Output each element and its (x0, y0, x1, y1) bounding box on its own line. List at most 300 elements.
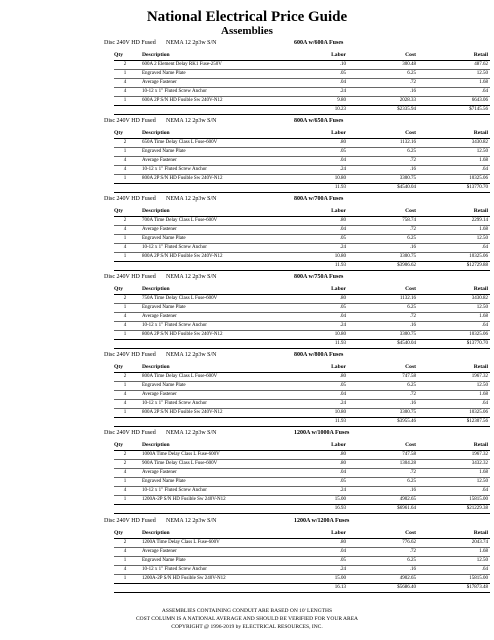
cell-description: 10-12 x 1" Fluted Screw Anchor (136, 400, 288, 409)
cell-cost: .72 (350, 157, 420, 166)
table-row (114, 148, 490, 157)
cell-labor: .05 (288, 304, 350, 313)
total-cost: $2335.94 (350, 106, 420, 115)
total-row (114, 184, 490, 193)
column-header-retail: Retail (473, 286, 488, 292)
table-row (114, 235, 490, 244)
total-retail: $21229.38 (420, 505, 490, 514)
cell-cost: .72 (350, 226, 420, 235)
total-retail: $13770.70 (420, 184, 490, 193)
assembly-sections (0, 38, 494, 594)
cell-description: Average Fastener (136, 157, 288, 166)
cell-labor: .80 (288, 539, 350, 548)
cell-cost: 1132.16 (350, 139, 420, 148)
cell-retail: .64 (420, 566, 490, 575)
cell-retail: 12.50 (420, 478, 490, 487)
section-heading: 600A w/600A Fuses (294, 40, 344, 46)
column-header-retail: Retail (473, 442, 488, 448)
total-cost: $6961.64 (350, 505, 420, 514)
cell-labor: .80 (288, 460, 350, 469)
total-spacer (114, 262, 136, 271)
total-cost: $3955.46 (350, 418, 420, 427)
cell-description: Average Fastener (136, 313, 288, 322)
total-labor: 16.13 (288, 584, 350, 593)
column-header-description: Description (142, 442, 170, 448)
cell-description: Engraved Name Plate (136, 70, 288, 79)
column-header-retail: Retail (473, 52, 488, 58)
column-header-retail: Retail (473, 364, 488, 370)
column-header-qty: Qty (114, 364, 124, 370)
column-header-qty: Qty (114, 52, 124, 58)
cell-description: 600A 2 Element Delay RK1 Fuse-250V (136, 61, 288, 70)
cell-qty: 4 (114, 566, 136, 575)
cell-cost: 6.25 (350, 382, 420, 391)
total-labor: 16.93 (288, 505, 350, 514)
cell-cost: 300.48 (350, 61, 420, 70)
cell-description: 900A Time Delay Class L Fuse-600V (136, 460, 288, 469)
footer-line: COST COLUMN IS A NATIONAL AVERAGE AND SHOULD BE VERIFIED FOR YOUR AREA (135, 616, 359, 622)
cell-retail: 12.50 (420, 148, 490, 157)
section-header (0, 350, 494, 361)
cell-description: 10-12 x 1" Fluted Screw Anchor (136, 487, 288, 496)
cell-description: Engraved Name Plate (136, 235, 288, 244)
section-label: Disc 240V HD Fused (104, 518, 156, 524)
cell-cost: 1304.28 (350, 460, 420, 469)
section-heading: 1200A w/1000A Fuses (294, 430, 350, 436)
column-header-retail: Retail (473, 530, 488, 536)
cell-description: 1200A Time Delay Class L Fuse-600V (136, 539, 288, 548)
table-row (114, 548, 490, 557)
cell-description: 700A Time Delay Class L Fuse-600V (136, 217, 288, 226)
cell-retail: 3430.82 (420, 139, 490, 148)
table-row (114, 331, 490, 340)
section-spec: NEMA 12 2p3w S/N (166, 274, 217, 280)
cell-labor: 10.80 (288, 175, 350, 184)
cell-qty: 1 (114, 70, 136, 79)
assembly-section (0, 194, 494, 272)
cell-retail: .64 (420, 487, 490, 496)
total-row (114, 106, 490, 115)
cell-cost: .16 (350, 166, 420, 175)
cell-labor: 10.80 (288, 253, 350, 262)
cell-description: 1200A-2P S/N HD Fusible Sw 240V-N12 (136, 575, 288, 584)
cell-labor: .80 (288, 139, 350, 148)
cell-cost: .16 (350, 487, 420, 496)
section-heading: 800A w/750A Fuses (294, 274, 344, 280)
cell-qty: 1 (114, 382, 136, 391)
cell-labor: .80 (288, 295, 350, 304)
column-header-cost: Cost (405, 208, 416, 214)
total-spacer (114, 184, 136, 193)
cell-qty: 1 (114, 409, 136, 418)
cell-qty: 4 (114, 313, 136, 322)
total-row (114, 584, 490, 593)
section-spec: NEMA 12 2p3w S/N (166, 518, 217, 524)
assembly-table (114, 207, 490, 271)
cell-cost: 776.62 (350, 539, 420, 548)
cell-qty: 4 (114, 391, 136, 400)
column-header-cost: Cost (405, 530, 416, 536)
cell-description: 800A 2P S/N HD Fusible Sw 240V-N12 (136, 331, 288, 340)
cell-description: 800A 2P S/N HD Fusible Sw 240V-N12 (136, 253, 288, 262)
cell-description: 10-12 x 1" Fluted Screw Anchor (136, 166, 288, 175)
column-header-description: Description (142, 286, 170, 292)
cell-retail: 3432.32 (420, 460, 490, 469)
total-row (114, 418, 490, 427)
column-header-qty: Qty (114, 530, 124, 536)
cell-labor: .04 (288, 157, 350, 166)
column-header-cost: Cost (405, 52, 416, 58)
cell-retail: 6643.06 (420, 97, 490, 106)
cell-qty: 2 (114, 539, 136, 548)
cell-retail: 487.62 (420, 61, 490, 70)
cell-qty: 4 (114, 548, 136, 557)
cell-qty: 4 (114, 157, 136, 166)
total-spacer (136, 340, 288, 349)
table-row (114, 496, 490, 505)
section-header (0, 428, 494, 439)
page-footer (0, 607, 494, 631)
column-header-labor: Labor (331, 286, 346, 292)
table-header-row (114, 207, 490, 217)
cell-qty: 1 (114, 253, 136, 262)
cell-labor: .05 (288, 382, 350, 391)
assembly-table (114, 51, 490, 115)
cell-cost: .72 (350, 79, 420, 88)
cell-description: Average Fastener (136, 226, 288, 235)
assembly-section (0, 116, 494, 194)
cell-retail: .64 (420, 88, 490, 97)
cell-labor: .24 (288, 487, 350, 496)
cell-retail: .64 (420, 166, 490, 175)
cell-qty: 2 (114, 460, 136, 469)
cell-retail: 3430.82 (420, 295, 490, 304)
assembly-table (114, 529, 490, 593)
cell-retail: 1.68 (420, 226, 490, 235)
cell-cost: 2028.33 (350, 97, 420, 106)
section-header (0, 116, 494, 127)
cell-description: 800A Time Delay Class L Fuse-600V (136, 373, 288, 382)
cell-retail: 10325.06 (420, 331, 490, 340)
cell-cost: 3300.75 (350, 331, 420, 340)
cell-labor: .05 (288, 70, 350, 79)
column-header-retail: Retail (473, 208, 488, 214)
cell-cost: .16 (350, 400, 420, 409)
cell-retail: 1.68 (420, 79, 490, 88)
cell-qty: 4 (114, 244, 136, 253)
cell-retail: 1.68 (420, 548, 490, 557)
section-label: Disc 240V HD Fused (104, 40, 156, 46)
assembly-section (0, 428, 494, 516)
cell-qty: 4 (114, 487, 136, 496)
section-heading: 800A w/800A Fuses (294, 352, 344, 358)
cell-labor: 10.80 (288, 409, 350, 418)
cell-retail: 12.50 (420, 304, 490, 313)
cell-cost: 6.25 (350, 148, 420, 157)
cell-labor: .10 (288, 61, 350, 70)
cell-labor: 15.00 (288, 575, 350, 584)
cell-labor: .05 (288, 478, 350, 487)
column-header-labor: Labor (331, 442, 346, 448)
cell-qty: 4 (114, 166, 136, 175)
cell-description: 750A Time Delay Class L Fuse-600V (136, 295, 288, 304)
cell-description: 1200A-2P S/N HD Fusible Sw 240V-N12 (136, 496, 288, 505)
column-header-description: Description (142, 52, 170, 58)
section-spec: NEMA 12 2p3w S/N (166, 430, 217, 436)
total-cost: $3906.62 (350, 262, 420, 271)
total-retail: $17873.48 (420, 584, 490, 593)
cell-qty: 2 (114, 373, 136, 382)
table-row (114, 557, 490, 566)
cell-labor: .24 (288, 322, 350, 331)
total-retail: $13770.70 (420, 340, 490, 349)
cell-qty: 2 (114, 139, 136, 148)
column-header-cost: Cost (405, 130, 416, 136)
footer-line: ASSEMBLIES CONTAINING CONDUIT ARE BASED ON 10' LENGTHS (161, 608, 333, 614)
table-row (114, 61, 490, 70)
table-row (114, 373, 490, 382)
cell-labor: .24 (288, 166, 350, 175)
cell-description: 10-12 x 1" Fluted Screw Anchor (136, 244, 288, 253)
assembly-section (0, 272, 494, 350)
cell-cost: .16 (350, 566, 420, 575)
column-header-description: Description (142, 208, 170, 214)
assembly-table (114, 129, 490, 193)
total-spacer (114, 106, 136, 115)
cell-labor: .24 (288, 88, 350, 97)
cell-description: 600A 2P S/N HD Fusible Sw 240V-N12 (136, 97, 288, 106)
cell-cost: 6.25 (350, 478, 420, 487)
cell-cost: .16 (350, 322, 420, 331)
table-row (114, 322, 490, 331)
cell-retail: 1.68 (420, 313, 490, 322)
cell-labor: .80 (288, 217, 350, 226)
cell-qty: 4 (114, 88, 136, 97)
table-row (114, 70, 490, 79)
cell-cost: 6.25 (350, 235, 420, 244)
cell-qty: 1 (114, 235, 136, 244)
total-retail: $7145.56 (420, 106, 490, 115)
footer-line: COPYRIGHT @ 1996-2019 by ELECTRICAL RESOURCES, INC. (171, 624, 323, 630)
table-row (114, 400, 490, 409)
cell-qty: 4 (114, 226, 136, 235)
total-retail: $12729.88 (420, 262, 490, 271)
total-spacer (136, 584, 288, 593)
cell-cost: .72 (350, 548, 420, 557)
table-row (114, 226, 490, 235)
table-row (114, 217, 490, 226)
cell-description: 10-12 x 1" Fluted Screw Anchor (136, 88, 288, 97)
total-labor: 11.93 (288, 418, 350, 427)
cell-retail: 2043.74 (420, 539, 490, 548)
cell-retail: 1.68 (420, 469, 490, 478)
cell-qty: 2 (114, 217, 136, 226)
cell-description: Average Fastener (136, 548, 288, 557)
cell-labor: .05 (288, 235, 350, 244)
section-spec: NEMA 12 2p3w S/N (166, 196, 217, 202)
cell-qty: 4 (114, 400, 136, 409)
cell-description: 10-12 x 1" Fluted Screw Anchor (136, 566, 288, 575)
total-labor: 11.93 (288, 262, 350, 271)
page-title: National Electrical Price Guide (146, 9, 348, 25)
cell-description: Engraved Name Plate (136, 382, 288, 391)
table-row (114, 313, 490, 322)
cell-retail: 12.50 (420, 557, 490, 566)
table-header-row (114, 129, 490, 139)
total-labor: 11.93 (288, 184, 350, 193)
section-header (0, 272, 494, 283)
table-row (114, 295, 490, 304)
cell-cost: 4902.65 (350, 496, 420, 505)
table-row (114, 460, 490, 469)
cell-labor: 9.80 (288, 97, 350, 106)
total-labor: 11.93 (288, 340, 350, 349)
total-cost: $5686.40 (350, 584, 420, 593)
cell-qty: 4 (114, 79, 136, 88)
table-row (114, 166, 490, 175)
cell-retail: 12.50 (420, 70, 490, 79)
cell-cost: .72 (350, 391, 420, 400)
cell-retail: .64 (420, 400, 490, 409)
table-row (114, 79, 490, 88)
table-header-row (114, 441, 490, 451)
cell-qty: 2 (114, 451, 136, 460)
cell-description: Engraved Name Plate (136, 557, 288, 566)
table-row (114, 139, 490, 148)
column-header-qty: Qty (114, 208, 124, 214)
cell-retail: 2299.14 (420, 217, 490, 226)
section-header (0, 38, 494, 49)
table-row (114, 175, 490, 184)
section-spec: NEMA 12 2p3w S/N (166, 40, 217, 46)
cell-retail: .64 (420, 322, 490, 331)
cell-labor: .04 (288, 226, 350, 235)
cell-qty: 1 (114, 148, 136, 157)
cell-labor: .24 (288, 244, 350, 253)
column-header-cost: Cost (405, 286, 416, 292)
table-row (114, 487, 490, 496)
cell-cost: 6.25 (350, 304, 420, 313)
cell-cost: 3300.75 (350, 409, 420, 418)
assembly-section (0, 350, 494, 428)
table-header-row (114, 285, 490, 295)
section-heading: 800A w/700A Fuses (294, 196, 344, 202)
total-spacer (136, 505, 288, 514)
table-header-row (114, 529, 490, 539)
column-header-cost: Cost (405, 364, 416, 370)
assembly-table (114, 285, 490, 349)
total-spacer (114, 505, 136, 514)
page-subtitle: Assemblies (221, 25, 273, 37)
cell-labor: .04 (288, 469, 350, 478)
cell-description: 800A 2P S/N HD Fusible Sw 240V-N12 (136, 409, 288, 418)
table-row (114, 253, 490, 262)
total-spacer (114, 418, 136, 427)
cell-retail: 10325.06 (420, 409, 490, 418)
cell-labor: .80 (288, 373, 350, 382)
cell-retail: 1967.32 (420, 451, 490, 460)
cell-retail: 12.50 (420, 382, 490, 391)
cell-qty: 1 (114, 557, 136, 566)
column-header-qty: Qty (114, 286, 124, 292)
total-spacer (114, 584, 136, 593)
cell-cost: 747.58 (350, 451, 420, 460)
cell-labor: .05 (288, 557, 350, 566)
total-labor: 10.23 (288, 106, 350, 115)
column-header-description: Description (142, 530, 170, 536)
total-spacer (114, 340, 136, 349)
cell-qty: 1 (114, 496, 136, 505)
total-cost: $4540.04 (350, 340, 420, 349)
cell-description: Average Fastener (136, 469, 288, 478)
total-row (114, 505, 490, 514)
total-row (114, 262, 490, 271)
cell-retail: 10325.06 (420, 253, 490, 262)
cell-retail: 1.68 (420, 157, 490, 166)
total-row (114, 340, 490, 349)
column-header-labor: Labor (331, 364, 346, 370)
section-label: Disc 240V HD Fused (104, 430, 156, 436)
table-row (114, 409, 490, 418)
column-header-cost: Cost (405, 442, 416, 448)
column-header-labor: Labor (331, 208, 346, 214)
cell-labor: .04 (288, 79, 350, 88)
cell-qty: 1 (114, 304, 136, 313)
column-header-labor: Labor (331, 52, 346, 58)
cell-labor: 10.80 (288, 331, 350, 340)
cell-qty: 1 (114, 175, 136, 184)
cell-retail: 12.50 (420, 235, 490, 244)
table-row (114, 391, 490, 400)
cell-labor: .80 (288, 451, 350, 460)
section-label: Disc 240V HD Fused (104, 118, 156, 124)
column-header-retail: Retail (473, 130, 488, 136)
cell-cost: 3300.75 (350, 175, 420, 184)
column-header-labor: Labor (331, 530, 346, 536)
cell-cost: 1132.16 (350, 295, 420, 304)
assembly-section (0, 516, 494, 594)
cell-cost: 6.25 (350, 70, 420, 79)
table-row (114, 97, 490, 106)
section-heading: 800A w/650A Fuses (294, 118, 344, 124)
column-header-labor: Labor (331, 130, 346, 136)
cell-retail: 15815.00 (420, 575, 490, 584)
section-heading: 1200A w/1200A Fuses (294, 518, 350, 524)
cell-retail: 1.68 (420, 391, 490, 400)
section-header (0, 194, 494, 205)
cell-description: 650A Time Delay Class L Fuse-600V (136, 139, 288, 148)
cell-description: Engraved Name Plate (136, 148, 288, 157)
cell-labor: .04 (288, 548, 350, 557)
cell-cost: .72 (350, 313, 420, 322)
total-cost: $4540.04 (350, 184, 420, 193)
cell-qty: 1 (114, 331, 136, 340)
cell-labor: .05 (288, 148, 350, 157)
assembly-section (0, 38, 494, 116)
cell-labor: .04 (288, 391, 350, 400)
assembly-table (114, 363, 490, 427)
table-row (114, 382, 490, 391)
cell-description: 10-12 x 1" Fluted Screw Anchor (136, 322, 288, 331)
section-spec: NEMA 12 2p3w S/N (166, 118, 217, 124)
cell-retail: .64 (420, 244, 490, 253)
cell-description: Engraved Name Plate (136, 478, 288, 487)
cell-retail: 10325.06 (420, 175, 490, 184)
cell-qty: 2 (114, 61, 136, 70)
cell-labor: .24 (288, 400, 350, 409)
cell-cost: 4902.65 (350, 575, 420, 584)
table-row (114, 451, 490, 460)
